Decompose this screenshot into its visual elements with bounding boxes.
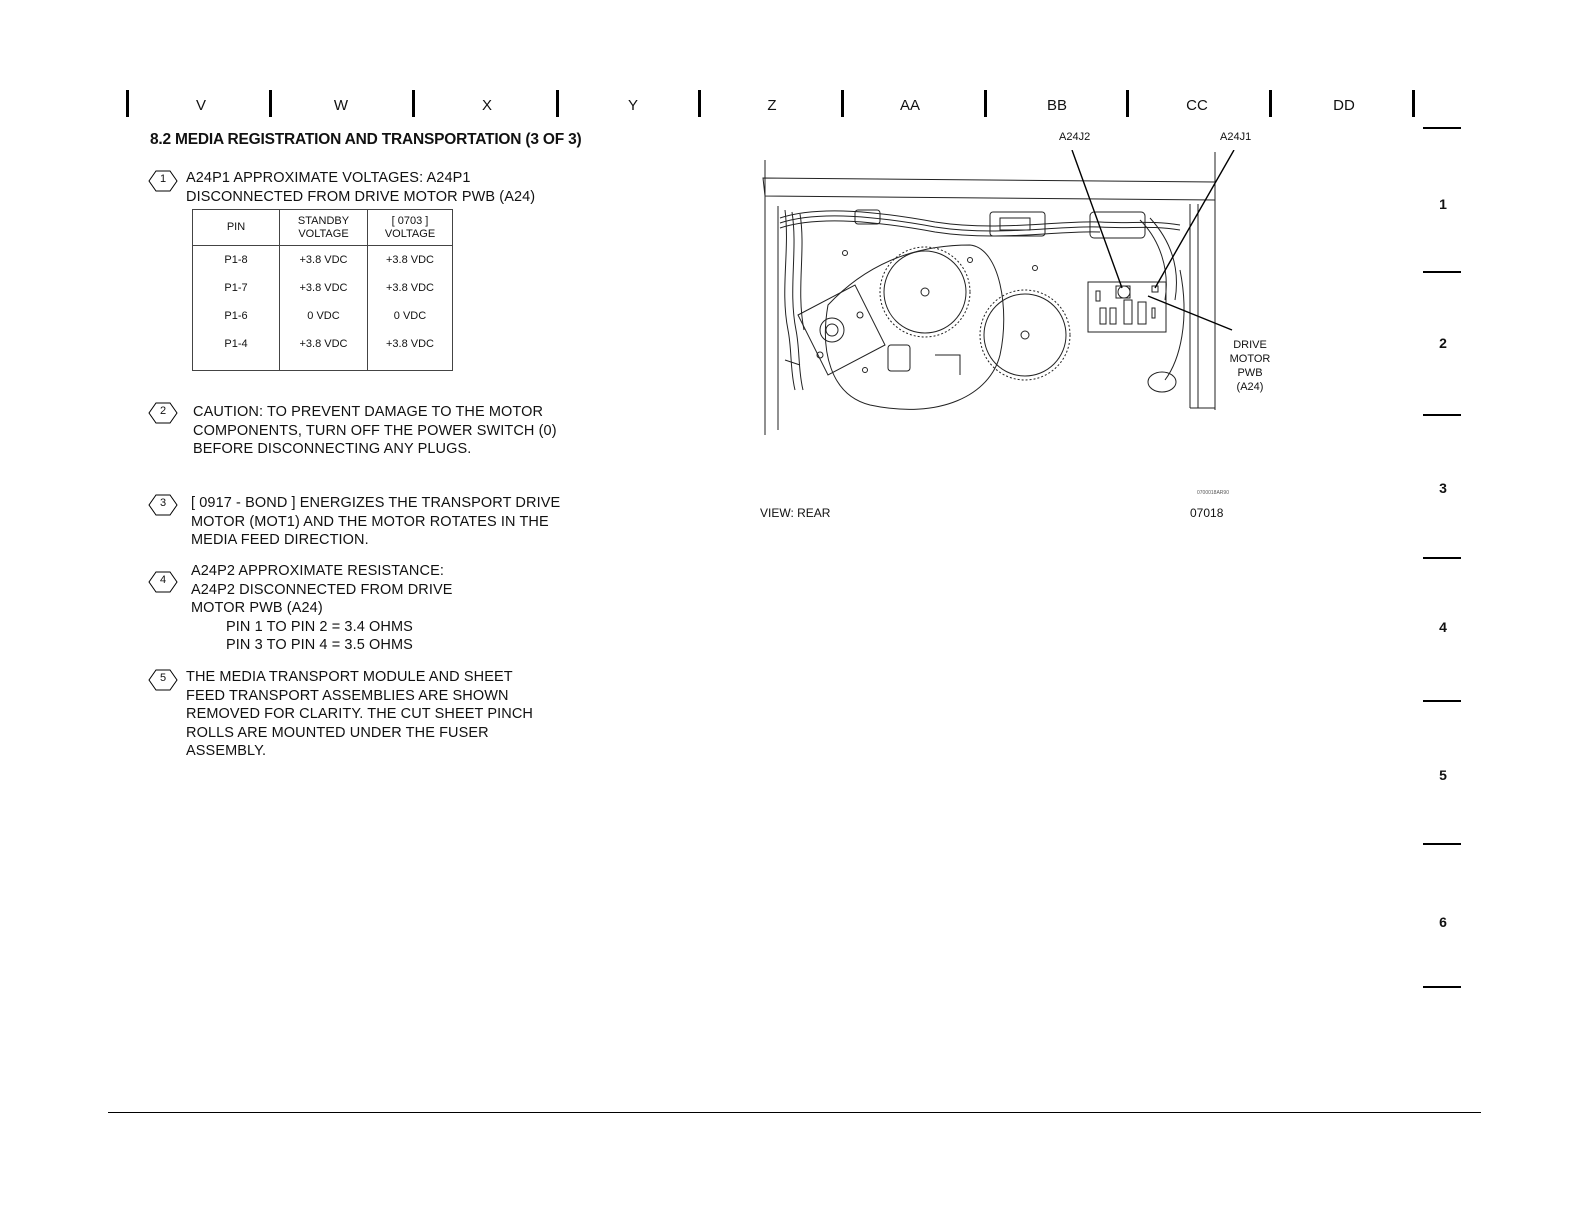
note-line: THE MEDIA TRANSPORT MODULE AND SHEET [186, 669, 513, 685]
pin-cell: P1-4 [193, 330, 280, 371]
note-line: REMOVED FOR CLARITY. THE CUT SHEET PINCH [186, 706, 533, 723]
footer-rule [108, 1112, 1481, 1113]
note-3 [191, 494, 560, 550]
note-number: 4 [159, 574, 167, 586]
zone-divider [841, 90, 844, 117]
row-label-3: 3 [1439, 480, 1447, 496]
note-line: FEED TRANSPORT ASSEMBLIES ARE SHOWN [186, 687, 509, 704]
pwb-label [1220, 338, 1280, 394]
pwb-label-line: PWB [1237, 367, 1263, 379]
zone-divider [556, 90, 559, 117]
connector-label-a24j2: A24J2 [1059, 131, 1091, 143]
zone-divider [1126, 90, 1129, 117]
zone-label-bb: BB [1046, 97, 1067, 114]
standby-cell: +3.8 VDC [280, 274, 368, 302]
row-divider [1423, 557, 1461, 559]
zone-divider [269, 90, 272, 117]
note-badge-5 [148, 669, 178, 691]
connector-label-a24j1: A24J1 [1220, 131, 1252, 143]
note-line: PIN 1 TO PIN 2 = 3.4 OHMS [226, 618, 413, 635]
row-divider [1423, 271, 1461, 273]
wire-harness [780, 210, 1184, 392]
note-badge-1 [148, 170, 178, 192]
zone-label-x: X [481, 97, 492, 114]
pwb-label-line: (A24) [1236, 381, 1264, 393]
row-divider [1423, 127, 1461, 129]
page-title: 8.2 MEDIA REGISTRATION AND TRANSPORTATION (3 OF 3) [150, 131, 582, 148]
row-divider [1423, 843, 1461, 845]
zone-label-aa: AA [899, 97, 920, 114]
zone-label-v: V [195, 97, 206, 114]
note-line: COMPONENTS, TURN OFF THE POWER SWITCH (0) [193, 422, 557, 439]
column-header-pin: PIN [193, 210, 280, 246]
note-line: A24P1 APPROXIMATE VOLTAGES: A24P1 [186, 170, 471, 186]
note-line: BEFORE DISCONNECTING ANY PLUGS. [193, 441, 472, 458]
pin-cell: P1-6 [193, 302, 280, 330]
zone-label-cc: CC [1186, 97, 1208, 114]
row-divider [1423, 414, 1461, 416]
drawing-reference: 0700018AR90 [1197, 490, 1229, 496]
zone-divider [412, 90, 415, 117]
view-label: VIEW: REAR [760, 506, 831, 520]
gear-left [880, 247, 970, 337]
zone-label-y: Y [627, 97, 638, 114]
row-divider [1423, 700, 1461, 702]
zone-divider [126, 90, 129, 117]
column-header-0703 [368, 210, 453, 246]
note-badge-2 [148, 402, 178, 424]
table-row [193, 246, 453, 275]
zone-divider [1269, 90, 1272, 117]
table-header-row [193, 210, 453, 246]
note-line: A24P2 APPROXIMATE RESISTANCE: [191, 563, 444, 579]
energized-cell: +3.8 VDC [368, 274, 453, 302]
row-divider [1423, 986, 1461, 988]
row-label-6: 6 [1439, 914, 1447, 930]
note-line: CAUTION: TO PREVENT DAMAGE TO THE MOTOR [193, 404, 544, 420]
figure-number: 07018 [1190, 506, 1224, 520]
note-number: 5 [159, 672, 167, 684]
drive-motor [785, 285, 960, 375]
table-row [193, 330, 453, 371]
standby-cell: 0 VDC [280, 302, 368, 330]
note-number: 2 [159, 405, 167, 417]
note-line: MOTOR PWB (A24) [191, 600, 323, 617]
header-line: VOLTAGE [384, 227, 436, 240]
row-label-1: 1 [1439, 196, 1447, 212]
note-line: A24P2 DISCONNECTED FROM DRIVE [191, 581, 453, 598]
note-4 [191, 562, 453, 655]
zone-label-z: Z [767, 97, 777, 114]
note-1 [186, 169, 535, 206]
note-number: 3 [159, 497, 167, 509]
header-line: [ 0703 ] [391, 214, 429, 227]
zone-label-w: W [333, 97, 349, 114]
mounting-holes [843, 251, 1038, 373]
drive-motor-pwb [1088, 282, 1166, 332]
note-line: ASSEMBLY. [186, 743, 267, 760]
drive-motor-rear-diagram [760, 150, 1280, 440]
zone-divider [984, 90, 987, 117]
callout-leaders [1072, 150, 1234, 330]
zone-divider [1412, 90, 1415, 117]
note-line: [ 0917 - BOND ] ENERGIZES THE TRANSPORT DRIVE [191, 495, 561, 511]
note-line: ROLLS ARE MOUNTED UNDER THE FUSER [186, 724, 489, 741]
table-row [193, 302, 453, 330]
energized-cell: 0 VDC [368, 302, 453, 330]
pin-cell: P1-8 [193, 246, 280, 275]
note-line: PIN 3 TO PIN 4 = 3.5 OHMS [226, 637, 413, 654]
frame-outline [763, 152, 1215, 435]
row-label-2: 2 [1439, 335, 1447, 351]
note-line: DISCONNECTED FROM DRIVE MOTOR PWB (A24) [186, 188, 536, 205]
header-line: STANDBY [297, 214, 350, 227]
header-line: VOLTAGE [298, 227, 349, 240]
voltage-table [192, 209, 453, 371]
gear-right [980, 290, 1070, 380]
note-2 [193, 403, 557, 459]
pwb-label-line: DRIVE [1233, 339, 1267, 351]
energized-cell: +3.8 VDC [368, 246, 453, 275]
note-badge-4 [148, 571, 178, 593]
drive-belt [825, 245, 1003, 409]
column-header-standby [280, 210, 368, 246]
note-line: MEDIA FEED DIRECTION. [191, 532, 369, 549]
standby-cell: +3.8 VDC [280, 330, 368, 371]
energized-cell: +3.8 VDC [368, 330, 453, 371]
note-5 [186, 668, 533, 761]
row-label-4: 4 [1439, 619, 1447, 635]
note-line: MOTOR (MOT1) AND THE MOTOR ROTATES IN THE [191, 513, 549, 530]
row-label-5: 5 [1439, 767, 1447, 783]
note-number: 1 [159, 173, 167, 185]
standby-cell: +3.8 VDC [280, 246, 368, 275]
note-badge-3 [148, 494, 178, 516]
zone-label-dd: DD [1333, 97, 1355, 114]
pin-cell: P1-7 [193, 274, 280, 302]
table-row [193, 274, 453, 302]
pwb-label-line: MOTOR [1229, 353, 1271, 365]
zone-divider [698, 90, 701, 117]
